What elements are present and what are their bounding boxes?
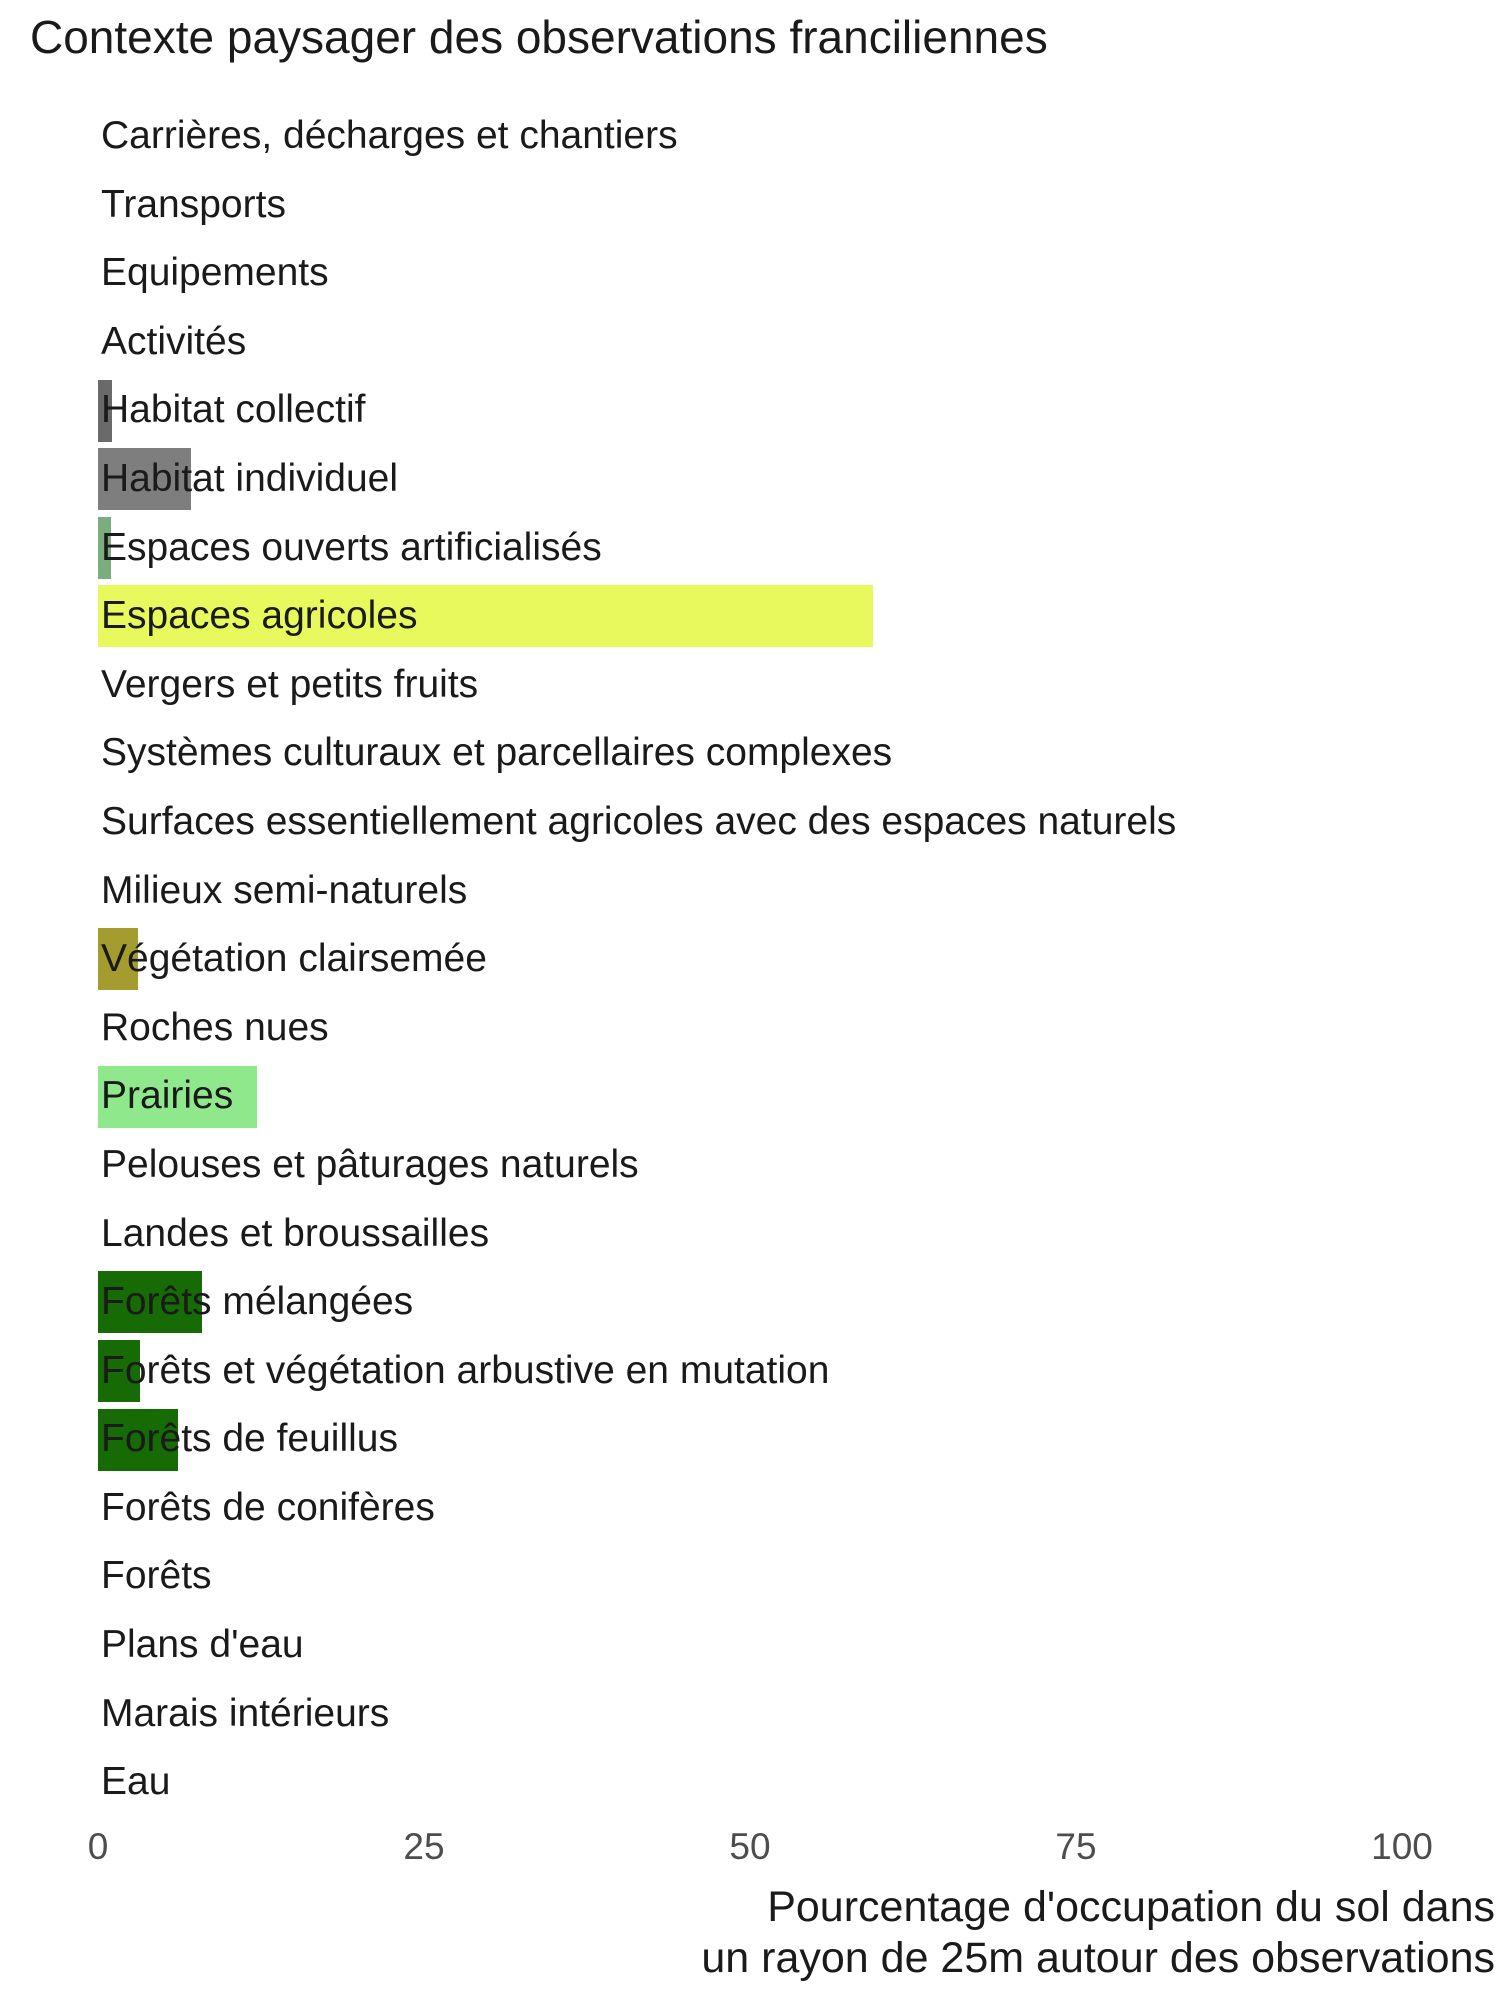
chart-row [98,1542,1402,1611]
category-label: Plans d'eau [101,1623,304,1667]
category-label: Activités [101,319,247,363]
category-label: Surfaces essentiellement agricoles avec des espaces naturels [101,799,1177,843]
chart-row [98,445,1402,514]
category-label: Forêts de feuillus [101,1417,398,1461]
chart-row [98,171,1402,240]
x-axis-label [701,1882,1495,1983]
chart-row [98,582,1402,651]
category-label: Milieux semi-naturels [101,868,468,912]
chart-row [98,1337,1402,1406]
category-label: Végétation clairsemée [101,937,487,981]
chart-row [98,719,1402,788]
category-label: Prairies [101,1074,234,1118]
x-tick: 25 [403,1826,445,1867]
category-label: Forêts de conifères [101,1485,435,1529]
category-label: Systèmes culturaux et parcellaires complexes [101,731,893,775]
x-axis [0,1826,1500,1874]
category-label: Forêts et végétation arbustive en mutation [101,1348,830,1392]
chart-row [98,1405,1402,1474]
category-label: Carrières, décharges et chantiers [101,114,678,157]
plot-area [98,102,1402,1817]
category-label: Transports [101,182,286,226]
chart-row [98,102,1402,171]
chart-row [98,514,1402,583]
x-axis-label-line2: un rayon de 25m autour des observations [701,1933,1495,1982]
x-axis-label-line1: Pourcentage d'occupation du sol dans [767,1883,1495,1931]
chart-row [98,1474,1402,1543]
chart-row [98,1131,1402,1200]
chart-row [98,651,1402,720]
chart-row [98,788,1402,857]
category-label: Habitat individuel [101,456,399,500]
category-label: Habitat collectif [101,388,366,432]
chart-row [98,1748,1402,1817]
x-tick: 50 [729,1826,771,1867]
category-label: Vergers et petits fruits [101,662,479,706]
chart-row [98,925,1402,994]
category-label: Espaces ouverts artificialisés [101,525,602,569]
category-label: Forêts [101,1554,212,1598]
x-tick: 75 [1055,1826,1097,1867]
chart-row [98,239,1402,308]
category-label: Eau [101,1760,171,1804]
category-label: Marais intérieurs [101,1691,390,1735]
chart-row [98,1268,1402,1337]
chart-row [98,376,1402,445]
chart-row [98,1611,1402,1680]
chart-title: Contexte paysager des observations franciliennes [30,11,1048,63]
x-tick: 0 [87,1826,109,1867]
chart-row [98,1062,1402,1131]
chart-row [98,857,1402,926]
category-label: Landes et broussailles [101,1211,490,1255]
chart-row [98,1680,1402,1749]
chart-row [98,1200,1402,1269]
x-tick: 100 [1371,1826,1433,1867]
chart-row [98,994,1402,1063]
category-label: Forêts mélangées [101,1280,414,1324]
chart-row [98,308,1402,377]
category-label: Roches nues [101,1005,329,1049]
category-label: Espaces agricoles [101,594,418,638]
category-label: Pelouses et pâturages naturels [101,1142,639,1186]
category-label: Equipements [101,251,329,295]
